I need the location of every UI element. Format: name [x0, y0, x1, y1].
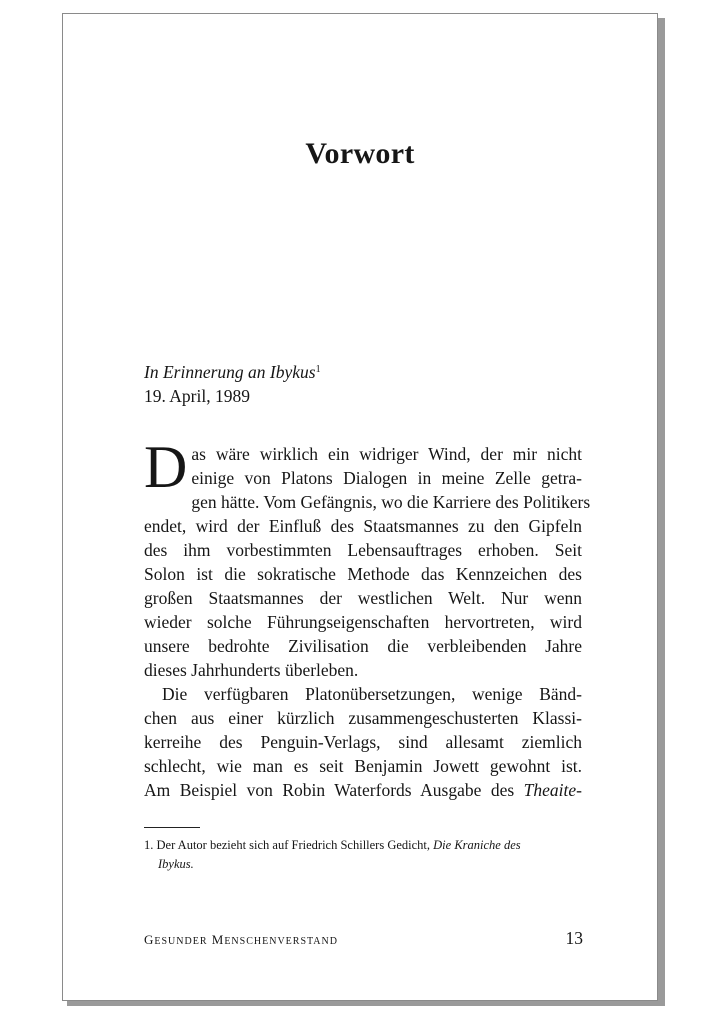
footer-smallcaps: ENSCHENVERSTAND	[224, 936, 338, 947]
text-line: einige von Platons Dialogen in meine Zelle getra-	[191, 468, 582, 488]
footnote-italic-cont: Ibykus.	[158, 857, 194, 871]
text-line: kerreihe des Penguin-Verlags, sind allesamt ziemlich	[144, 732, 582, 752]
text-line-part: Am Beispiel von Robin Waterfords Ausgabe des	[144, 780, 515, 800]
footer-cap: M	[211, 932, 225, 947]
body-text	[144, 434, 591, 802]
text-line: schlecht, wie man es seit Benjamin Jowett gewohnt ist.	[144, 756, 582, 776]
footer-cap: G	[144, 932, 155, 947]
text-line: endet, wird der Einfluß des Staatsmannes zu den Gipfeln	[144, 516, 582, 536]
text-line: chen aus einer kürzlich zusammengeschusterten Klassi-	[144, 708, 582, 728]
footnote-marker[interactable]: 1	[315, 364, 321, 375]
dedication-title-text: In Erinnerung an Ibykus	[144, 362, 316, 382]
book-page	[62, 13, 658, 1001]
footnote-italic: Die Kraniche des	[433, 838, 521, 852]
page-title: Vorwort	[305, 137, 415, 170]
text-line: gen hätte. Vom Gefängnis, wo die Karriere des Politikers	[191, 492, 591, 512]
text-line-italic: Theaite-	[523, 780, 582, 800]
text-line: des ihm vorbestimmten Lebensauftrages erhoben. Seit	[144, 540, 582, 560]
page-number: 13	[565, 928, 583, 948]
dedication-date: 19. April, 1989	[144, 386, 250, 406]
drop-cap: D	[144, 434, 188, 500]
dedication	[144, 358, 321, 408]
text-line: unsere bedrohte Zivilisation die verbleibenden Jahre	[144, 636, 582, 656]
text-line: großen Staatsmannes der westlichen Welt. Nur wenn	[144, 588, 582, 608]
running-footer	[144, 932, 338, 948]
dedication-title	[144, 358, 321, 384]
footnote-text: 1. Der Autor bezieht sich auf Friedrich Schillers Gedicht,	[144, 838, 431, 852]
footnote-rule	[144, 827, 200, 828]
footer-smallcaps: ESUNDER	[154, 936, 208, 947]
footnote	[144, 836, 584, 874]
text-line: as wäre wirklich ein widriger Wind, der mir nicht	[191, 444, 582, 464]
text-line: Solon ist die sokratische Methode das Kennzeichen des	[144, 564, 582, 584]
text-line: wieder solche Führungseigenschaften hervortreten, wird	[144, 612, 582, 632]
text-line: Die verfügbaren Platonübersetzungen, wenige Bänd-	[162, 684, 582, 704]
text-line	[144, 778, 582, 802]
text-line: dieses Jahrhunderts überleben.	[144, 660, 359, 680]
